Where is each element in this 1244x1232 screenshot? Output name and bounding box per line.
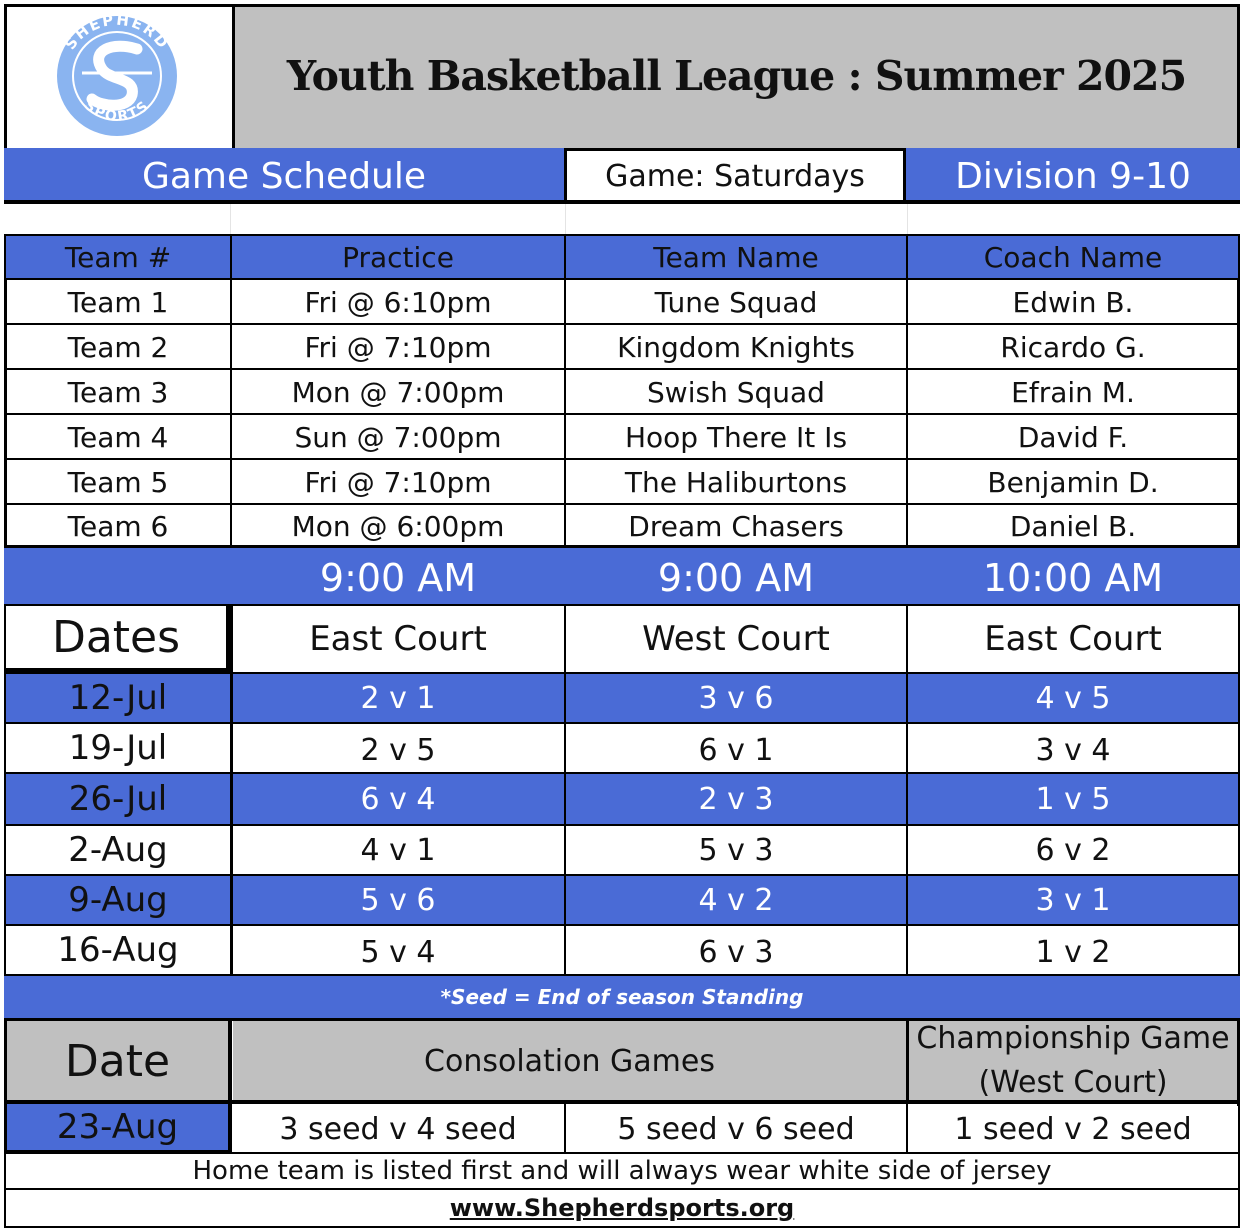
- game-day-label: Game: Saturdays: [564, 148, 906, 204]
- division-label: Division 9-10: [906, 148, 1240, 204]
- teams-header-team-name: Team Name: [566, 236, 906, 278]
- team-number: Team 5: [67, 465, 169, 499]
- time-slot-1: 9:00 AM: [319, 556, 477, 600]
- practice-time: Mon @ 6:00pm: [291, 509, 505, 543]
- team-number: Team 3: [67, 375, 169, 409]
- game-date: 9-Aug: [6, 876, 230, 924]
- team-number: Team 1: [67, 285, 169, 319]
- game-date: 16-Aug: [6, 926, 230, 974]
- practice-time: Fri @ 6:10pm: [304, 285, 492, 319]
- dates-header: Dates: [6, 606, 230, 672]
- game-date: 19-Jul: [6, 724, 230, 772]
- team-name: Kingdom Knights: [617, 330, 855, 364]
- coach-name: Benjamin D.: [987, 465, 1159, 499]
- game-date: 2-Aug: [6, 826, 230, 874]
- playoff-date-header: Date: [7, 1021, 228, 1101]
- coach-name: David F.: [1017, 420, 1129, 454]
- team-number: Team 2: [67, 330, 169, 364]
- home-team-note: Home team is listed first and will always wear white side of jersey: [192, 1156, 1052, 1186]
- matchup: 6 v 1: [566, 726, 906, 774]
- matchup: 3 v 4: [908, 726, 1238, 774]
- coach-name: Efrain M.: [1011, 375, 1135, 409]
- consolation-game-1: 3 seed v 4 seed: [232, 1106, 564, 1152]
- team-name: Tune Squad: [654, 285, 818, 319]
- matchup: 1 v 5: [908, 774, 1238, 824]
- court-header-2: West Court: [566, 606, 906, 672]
- game-schedule-label: Game Schedule: [4, 148, 564, 204]
- playoff-date: 23-Aug: [7, 1104, 228, 1150]
- practice-time: Fri @ 7:10pm: [304, 465, 492, 499]
- championship-game: 1 seed v 2 seed: [908, 1106, 1238, 1152]
- seed-note: *Seed = End of season Standing: [440, 985, 804, 1009]
- seed-note-band: [4, 976, 1240, 1018]
- game-date: 26-Jul: [6, 774, 230, 824]
- coach-name: Edwin B.: [1012, 285, 1134, 319]
- matchup: 5 v 3: [566, 826, 906, 874]
- team-number: Team 4: [67, 420, 169, 454]
- matchup: 4 v 1: [232, 826, 564, 874]
- coach-name: Daniel B.: [1009, 509, 1137, 543]
- consolation-game-2: 5 seed v 6 seed: [566, 1106, 906, 1152]
- matchup: 6 v 2: [908, 826, 1238, 874]
- footer-note-cell: [4, 1152, 1240, 1190]
- matchup: 6 v 3: [566, 928, 906, 976]
- matchup: 2 v 3: [566, 774, 906, 824]
- logo-top-text: SHEPHERD: [61, 11, 173, 54]
- matchup: 2 v 5: [232, 726, 564, 774]
- championship-header: Championship Game (West Court): [909, 1021, 1237, 1101]
- shepherd-sports-logo: [52, 11, 182, 141]
- matchup: 5 v 6: [232, 876, 564, 924]
- footer-website-cell: [4, 1190, 1240, 1228]
- time-slot-2: 9:00 AM: [657, 556, 815, 600]
- teams-header-practice: Practice: [232, 236, 564, 278]
- court-header-1: East Court: [232, 606, 564, 672]
- matchup: 4 v 5: [908, 674, 1238, 722]
- teams-header-team-number: Team #: [6, 236, 230, 278]
- time-slot-3: 10:00 AM: [982, 556, 1164, 600]
- matchup: 4 v 2: [566, 876, 906, 924]
- logo-bottom-text: SPORTS: [81, 97, 153, 126]
- coach-name: Ricardo G.: [1000, 330, 1146, 364]
- team-name: Dream Chasers: [628, 509, 844, 543]
- matchup: 2 v 1: [232, 674, 564, 722]
- consolation-header: Consolation Games: [233, 1021, 906, 1101]
- teams-header-coach-name: Coach Name: [908, 236, 1238, 278]
- practice-time: Mon @ 7:00pm: [291, 375, 505, 409]
- team-number: Team 6: [67, 509, 169, 543]
- matchup: 1 v 2: [908, 928, 1238, 976]
- matchup: 3 v 6: [566, 674, 906, 722]
- team-name: The Haliburtons: [624, 465, 848, 499]
- title-cell: [232, 4, 1238, 148]
- matchup: 6 v 4: [232, 774, 564, 824]
- practice-time: Sun @ 7:00pm: [294, 420, 502, 454]
- court-header-3: East Court: [908, 606, 1238, 672]
- practice-time: Fri @ 7:10pm: [304, 330, 492, 364]
- page-title: Youth Basketball League : Summer 2025: [286, 52, 1187, 100]
- matchup: 3 v 1: [908, 876, 1238, 924]
- website-link[interactable]: www.Shepherdsports.org: [449, 1194, 795, 1222]
- team-name: Swish Squad: [647, 375, 825, 409]
- game-date: 12-Jul: [6, 674, 230, 722]
- team-name: Hoop There It Is: [624, 420, 848, 454]
- logo-cell: [4, 4, 230, 148]
- matchup: 5 v 4: [232, 928, 564, 976]
